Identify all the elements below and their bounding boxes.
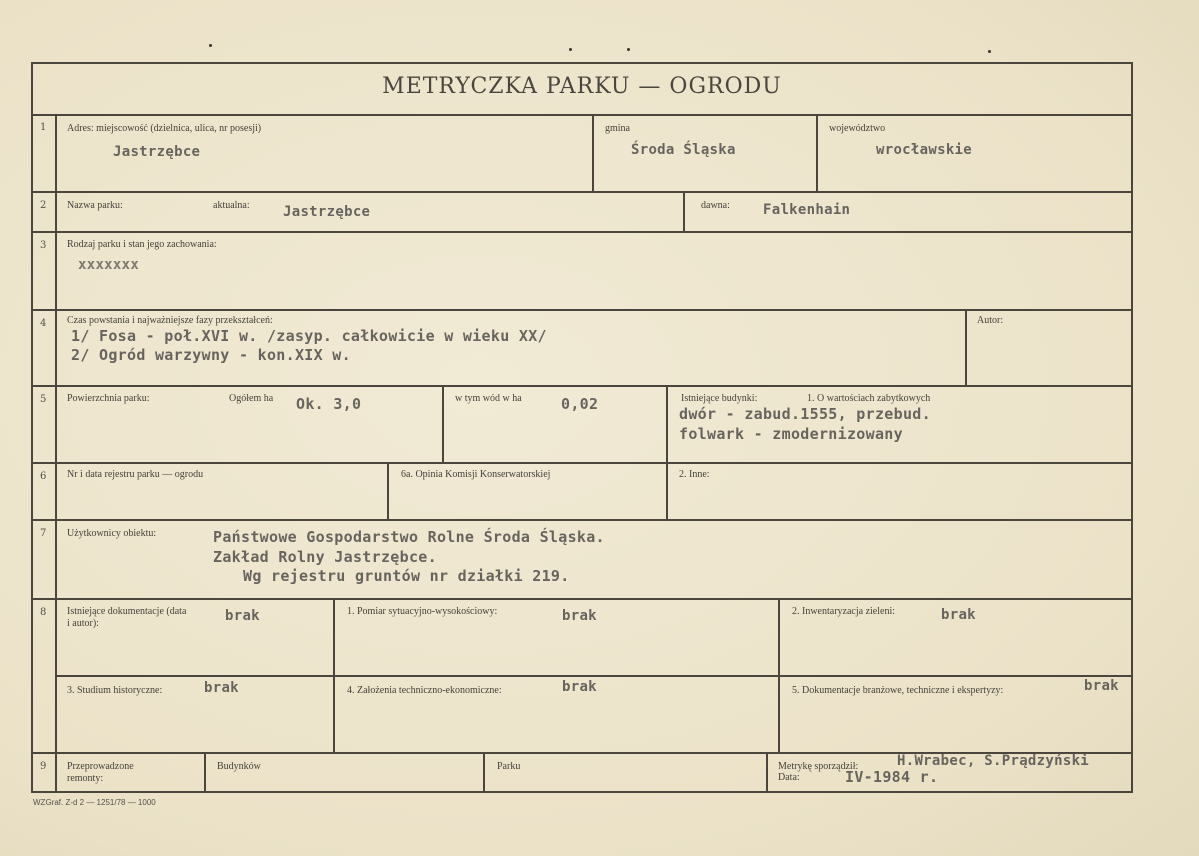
cell-divider — [592, 114, 594, 191]
register-label: Nr i data rejestru parku — ogrodu — [67, 469, 204, 480]
survey-value: brak — [562, 608, 597, 624]
row-number: 5 — [40, 394, 47, 405]
row-number: 2 — [40, 200, 47, 211]
cell-divider — [778, 598, 780, 752]
cell-divider — [204, 752, 206, 793]
users-line-2: Zakład Rolny Jastrzębce. — [213, 548, 437, 566]
historical-study-label: 3. Studium historyczne: — [67, 685, 163, 696]
row-divider — [33, 309, 1133, 311]
row-divider — [55, 675, 1133, 677]
cell-divider — [442, 385, 444, 462]
history-phases-label: Czas powstania i najważniejsze fazy przekształceń: — [67, 315, 273, 326]
number-column-line — [55, 114, 57, 793]
form-title: METRYCZKA PARKU — OGRODU — [382, 74, 782, 99]
gmina-value: Środa Śląska — [631, 142, 736, 158]
row-divider — [33, 231, 1133, 233]
row-number: 4 — [40, 318, 47, 329]
row-divider — [33, 519, 1133, 521]
paper-speck — [988, 50, 991, 53]
cell-divider — [816, 114, 818, 191]
cell-divider — [666, 462, 668, 519]
survey-label: 1. Pomiar sytuacyjno-wysokościowy: — [347, 606, 498, 617]
author-label: Autor: — [977, 315, 1004, 326]
greenery-inventory-value: brak — [941, 607, 976, 623]
former-name-label: dawna: — [701, 200, 730, 211]
address-value: Jastrzębce — [113, 144, 201, 160]
row-number: 3 — [40, 240, 47, 251]
address-label: Adres: miejscowość (dzielnica, ulica, nr posesji) — [67, 123, 262, 134]
branch-documentation-value: brak — [1084, 678, 1119, 694]
prepared-by-value: H.Wrabec, S.Prądzyński — [897, 753, 1090, 769]
buildings-label: Istniejące budynki: — [681, 393, 758, 404]
form-sheet — [31, 62, 1133, 793]
row-divider — [33, 114, 1133, 116]
row-number: 7 — [40, 528, 47, 539]
area-label: Powierzchnia parku: — [67, 393, 150, 404]
greenery-inventory-label: 2. Inwentaryzacja zieleni: — [792, 606, 895, 617]
users-label: Użytkownicy obiektu: — [67, 528, 157, 539]
paper-speck — [569, 48, 572, 51]
row-number: 6 — [40, 471, 47, 482]
row-number: 1 — [40, 122, 47, 133]
opinion-label: 6a. Opinia Komisji Konserwatorskiej — [401, 469, 551, 480]
park-type-value: xxxxxxx — [78, 257, 140, 273]
cell-divider — [683, 191, 685, 231]
wojewodztwo-value: wrocławskie — [876, 142, 973, 158]
area-total-label: Ogółem ha — [229, 393, 274, 404]
cell-divider — [766, 752, 768, 793]
paper-speck — [627, 48, 630, 51]
users-line-1: Państwowe Gospodarstwo Rolne Środa Śląska. — [213, 528, 605, 546]
date-label: Data: — [778, 772, 800, 783]
paper-speck — [209, 44, 212, 47]
building-2: folwark - zmodernizowany — [679, 425, 903, 443]
area-total-value: Ok. 3,0 — [296, 395, 362, 413]
gmina-label: gmina — [605, 123, 630, 134]
park-type-label: Rodzaj parku i stan jego zachowania: — [67, 239, 217, 250]
current-name-label: aktualna: — [213, 200, 250, 211]
park-name-label: Nazwa parku: — [67, 200, 123, 211]
water-area-value: 0,02 — [561, 395, 599, 413]
row-divider — [33, 462, 1133, 464]
repairs-label: Przeprowadzone remonty: — [67, 761, 134, 784]
date-value: IV-1984 r. — [845, 768, 939, 786]
monuments-label: 1. O wartościach zabytkowych — [807, 393, 931, 404]
buildings-repairs-label: Budynków — [217, 761, 261, 772]
former-name-value: Falkenhain — [763, 202, 851, 218]
cell-divider — [965, 309, 967, 385]
technical-assumptions-value: brak — [562, 679, 597, 695]
wojewodztwo-label: województwo — [829, 123, 886, 134]
building-1: dwór - zabud.1555, przebud. — [679, 405, 931, 423]
row-number: 9 — [40, 761, 47, 772]
history-line-1: 1/ Fosa - poł.XVI w. /zasyp. całkowicie w wieku XX/ — [71, 327, 547, 345]
row-divider — [33, 385, 1133, 387]
cell-divider — [483, 752, 485, 793]
prepared-by-label: Metrykę sporządził: — [778, 761, 859, 772]
row-divider — [33, 191, 1133, 193]
cell-divider — [666, 385, 668, 462]
documents-label: Istniejące dokumentacje (data i autor): — [67, 606, 187, 629]
cell-divider — [333, 598, 335, 752]
branch-documentation-label: 5. Dokumentacje branżowe, techniczne i ekspertyzy: — [792, 685, 1004, 696]
historical-study-value: brak — [204, 680, 239, 696]
other-label: 2. Inne: — [679, 469, 710, 480]
technical-assumptions-label: 4. Założenia techniczno-ekonomiczne: — [347, 685, 502, 696]
print-footer: WZGraf. Z-d 2 — 1251/78 — 1000 — [33, 798, 156, 807]
park-repairs-label: Parku — [497, 761, 521, 772]
current-name-value: Jastrzębce — [283, 204, 371, 220]
history-line-2: 2/ Ogród warzywny - kon.XIX w. — [71, 346, 351, 364]
documents-value: brak — [225, 608, 260, 624]
water-area-label: w tym wód w ha — [455, 393, 522, 404]
row-divider — [33, 598, 1133, 600]
users-line-3: Wg rejestru gruntów nr działki 219. — [243, 567, 570, 585]
cell-divider — [387, 462, 389, 519]
row-number: 8 — [40, 607, 47, 618]
